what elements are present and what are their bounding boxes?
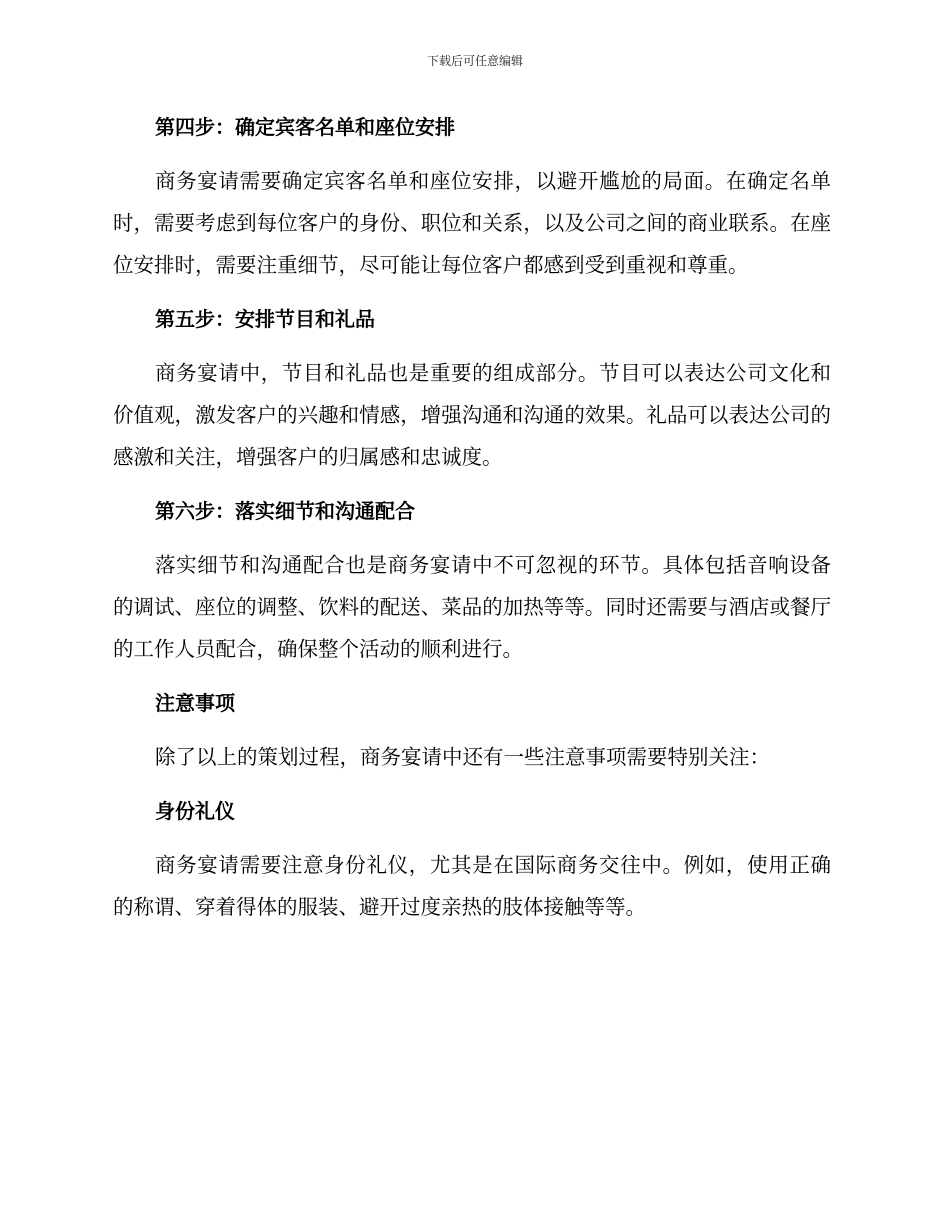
section-paragraph: 商务宴请需要注意身份礼仪，尤其是在国际商务交往中。例如，使用正确的称谓、穿着得体的服装、避开过度亲热的肢体接触等等。	[113, 853, 831, 919]
page-header-note: 下载后可任意编辑	[426, 54, 523, 68]
section-paragraph: 落实细节和沟通配合也是商务宴请中不可忽视的环节。具体包括音响设备的调试、座位的调整、饮料的配送、菜品的加热等等。同时还需要与酒店或餐厅的工作人员配合，确保整个活动的顺利进行。	[113, 553, 831, 661]
section-heading: 身份礼仪	[155, 799, 235, 823]
section-heading: 第六步：落实细节和沟通配合	[155, 499, 415, 523]
section-heading: 第五步：安排节目和礼品	[155, 307, 375, 331]
document-body	[113, 106, 831, 928]
section-paragraph: 除了以上的策划过程，商务宴请中还有一些注意事项需要特别关注：	[155, 745, 770, 769]
section-heading: 注意事项	[155, 691, 235, 715]
section-step-four	[113, 106, 831, 286]
section-heading: 第四步：确定宾客名单和座位安排	[155, 115, 455, 139]
section-identity-etiquette	[113, 790, 831, 928]
section-paragraph: 商务宴请需要确定宾客名单和座位安排，以避开尴尬的局面。在确定名单时，需要考虑到每位客户的身份、职位和关系，以及公司之间的商业联系。在座位安排时，需要注重细节，尽可能让每位客户都感到受到重视和尊重。	[113, 169, 831, 277]
section-step-five	[113, 298, 831, 478]
section-notes	[113, 682, 831, 778]
section-step-six	[113, 490, 831, 670]
section-paragraph: 商务宴请中，节目和礼品也是重要的组成部分。节目可以表达公司文化和价值观，激发客户的兴趣和情感，增强沟通和沟通的效果。礼品可以表达公司的感激和关注，增强客户的归属感和忠诚度。	[113, 361, 831, 469]
